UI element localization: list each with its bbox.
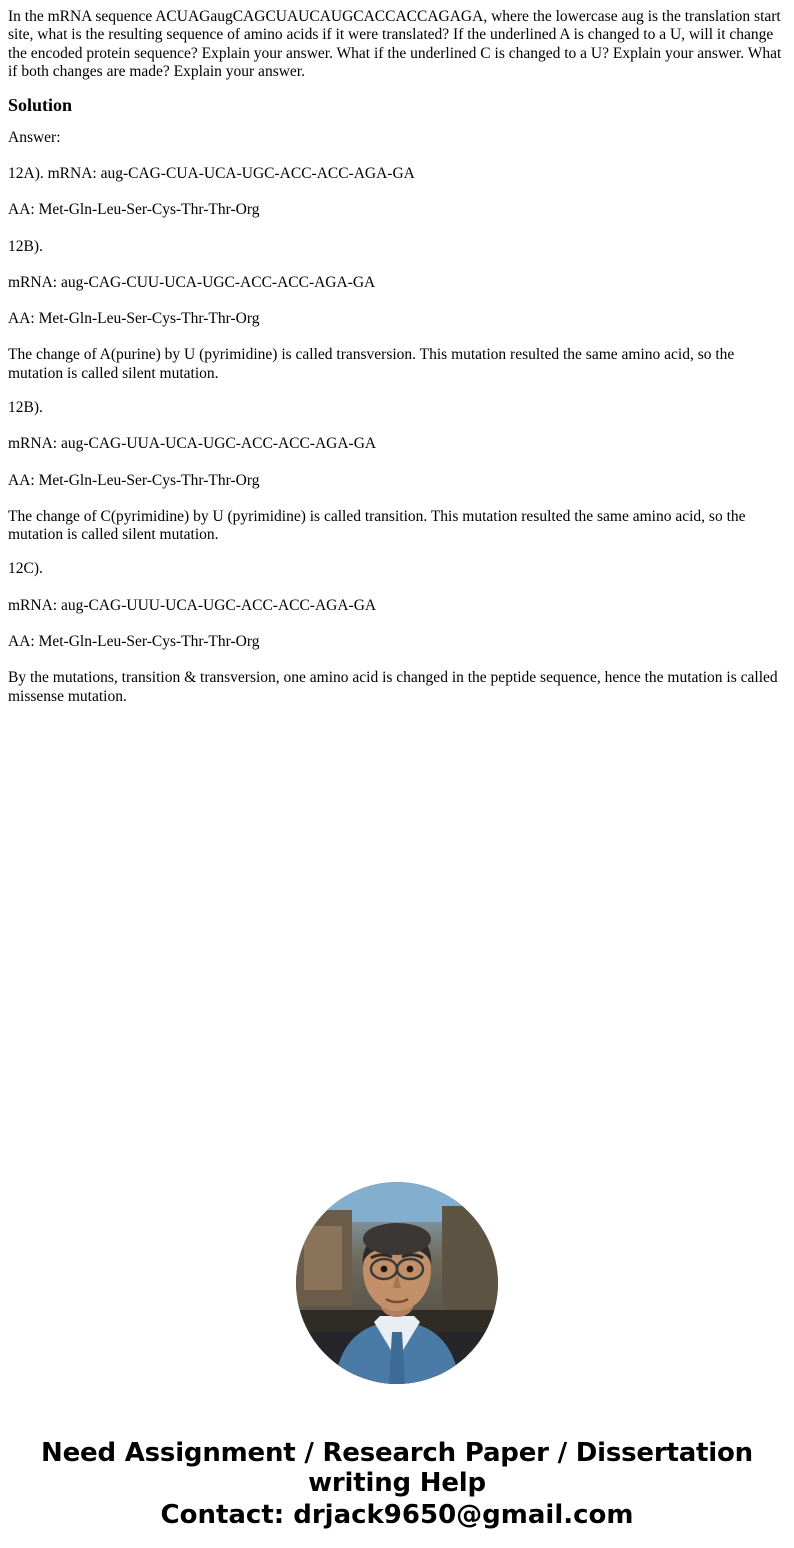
explanation-transversion: The change of A(purine) by U (pyrimidine) is called transversion. This mutation resulted the same amino acid, so the mutation is called silent mutation. — [8, 346, 735, 382]
profile-photo — [296, 1182, 498, 1384]
explanation-missense: By the mutations, transition & transversion, one amino acid is changed in the peptide sequence, hence the mutation is called missense mutation. — [8, 669, 778, 705]
explanation-transition: The change of C(pyrimidine) by U (pyrimidine) is called transition. This mutation resulted the same amino acid, so the mutation is called silent mutation. — [8, 507, 746, 544]
mrna-12b-second: mRNA: aug-CAG-UUA-UCA-UGC-ACC-ACC-AGA-GA — [8, 435, 377, 453]
mrna-12b-first: mRNA: aug-CAG-CUU-UCA-UGC-ACC-ACC-AGA-GA — [8, 273, 376, 291]
solution-heading: Solution — [8, 95, 73, 116]
blank-space — [8, 722, 786, 1142]
photo-container — [8, 1182, 786, 1384]
mrna-12a: 12A). mRNA: aug-CAG-CUA-UCA-UGC-ACC-ACC-AGA-GA — [8, 165, 415, 182]
mrna-12c: mRNA: aug-CAG-UUU-UCA-UGC-ACC-ACC-AGA-GA — [8, 596, 377, 614]
aa-12c: AA: Met-Gln-Leu-Ser-Cys-Thr-Thr-Org — [8, 632, 260, 650]
label-12c: 12C). — [8, 560, 43, 578]
footer-headline: Need Assignment / Research Paper / Dissertation writing Help — [41, 1437, 753, 1498]
aa-12b-second: AA: Met-Gln-Leu-Ser-Cys-Thr-Thr-Org — [8, 471, 260, 489]
aa-12b-first: AA: Met-Gln-Leu-Ser-Cys-Thr-Thr-Org — [8, 310, 260, 328]
question-paragraph: In the mRNA sequence ACUAGaugCAGCUAUCAUGCACCACCAGAGA, where the lowercase aug is the translation start site, what is the resulting sequence of amino acids if it were translated? If the underlined A is changed to a U, will it change the encoded protein sequence? Explain your answer. What if the underlined C is changed to a U? Explain your answer. What if both changes are made? Explain your answer. — [8, 8, 782, 80]
aa-12a: AA: Met-Gln-Leu-Ser-Cys-Thr-Thr-Org — [8, 201, 260, 219]
footer-contact: Contact: drjack9650@gmail.com — [160, 1500, 634, 1531]
label-12b-first: 12B). — [8, 237, 43, 255]
footer — [8, 1438, 786, 1548]
label-12b-second: 12B). — [8, 398, 43, 416]
answer-label: Answer: — [8, 128, 61, 146]
